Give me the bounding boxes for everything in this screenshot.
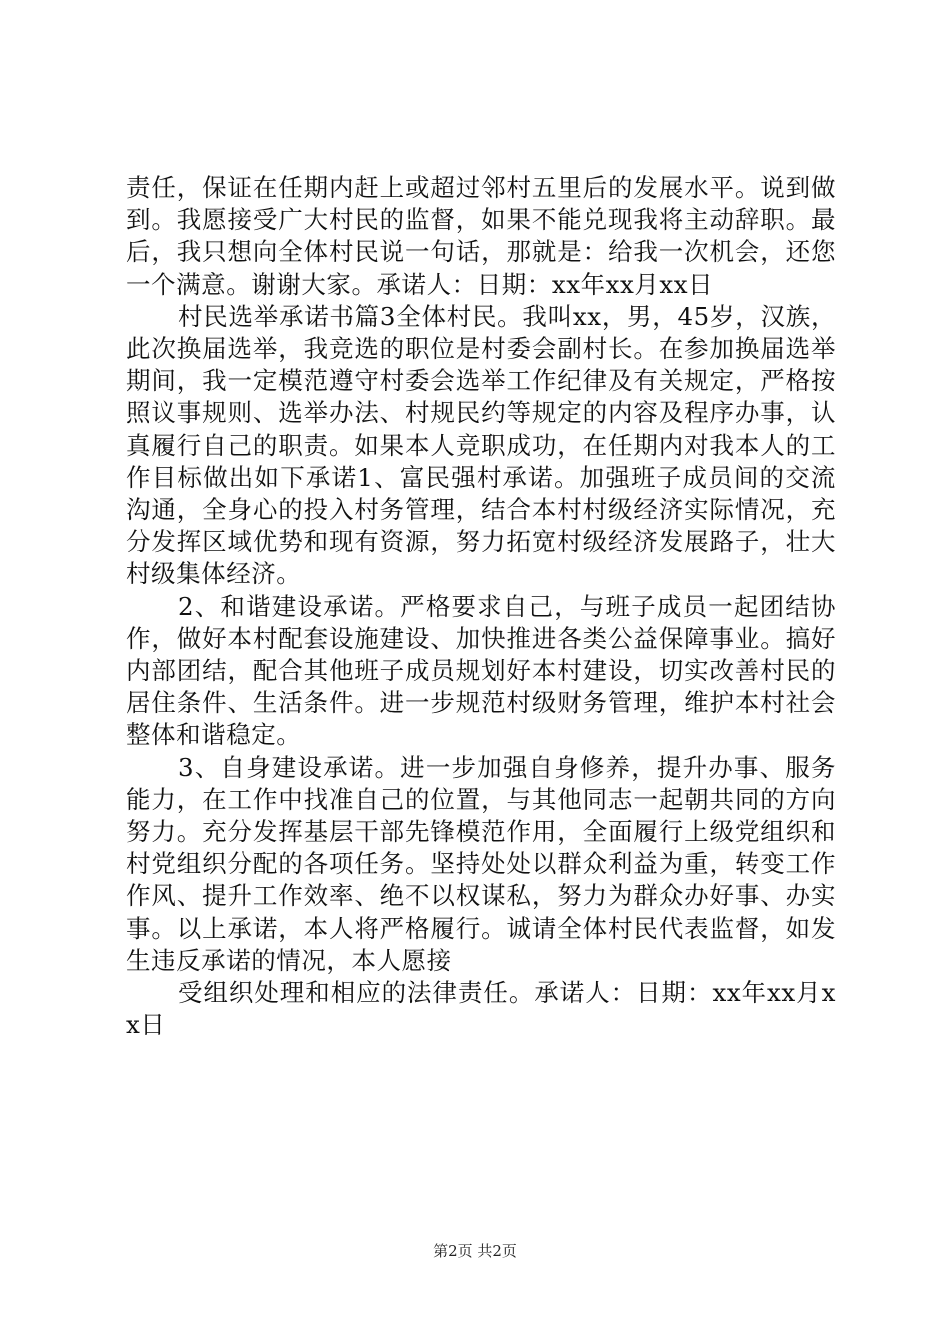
paragraph-1: 责任，保证在任期内赶上或超过邻村五里后的发展水平。说到做到。我愿接受广大村民的监督，如果不能兑现我将主动辞职。最后，我只想向全体村民说一句话，那就是：给我一次机会，还您一个满意。谢谢大家。承诺人：日期：xx年xx月xx日: [126, 173, 836, 299]
page-number-footer: 第2页 共2页: [433, 1242, 517, 1260]
paragraph-3: 2、和谐建设承诺。严格要求自己，与班子成员一起团结协作，做好本村配套设施建设、加快推进各类公益保障事业。搞好内部团结，配合其他班子成员规划好本村建设，切实改善村民的居住条件、生活条件。进一步规范村级财务管理，维护本村社会整体和谐稳定。: [126, 591, 836, 750]
paragraph-2: 村民选举承诺书篇3全体村民。我叫xx，男，45岁，汉族，此次换届选举，我竞选的职位是村委会副村长。在参加换届选举期间，我一定模范遵守村委会选举工作纪律及有关规定，严格按照议事规则、选举办法、村规民约等规定的内容及程序办事，认真履行自己的职责。如果本人竞职成功，在任期内对我本人的工作目标做出如下承诺1、富民强村承诺。加强班子成员间的交流沟通，全身心的投入村务管理，结合本村村级经济实际情况，充分发挥区域优势和现有资源，努力拓宽村级经济发展路子，壮大村级集体经济。: [126, 301, 836, 589]
document-body: [126, 172, 836, 1041]
paragraph-4: 3、自身建设承诺。进一步加强自身修养，提升办事、服务能力，在工作中找准自己的位置，与其他同志一起朝共同的方向努力。充分发挥基层干部先锋模范作用，全面履行上级党组织和村党组织分配的各项任务。坚持处处以群众利益为重，转变工作作风、提升工作效率、绝不以权谋私，努力为群众办好事、办实事。以上承诺，本人将严格履行。诚请全体村民代表监督，如发生违反承诺的情况，本人愿接: [126, 752, 836, 975]
paragraph-5: 受组织处理和相应的法律责任。承诺人：日期：xx年xx月xx日: [126, 978, 836, 1040]
